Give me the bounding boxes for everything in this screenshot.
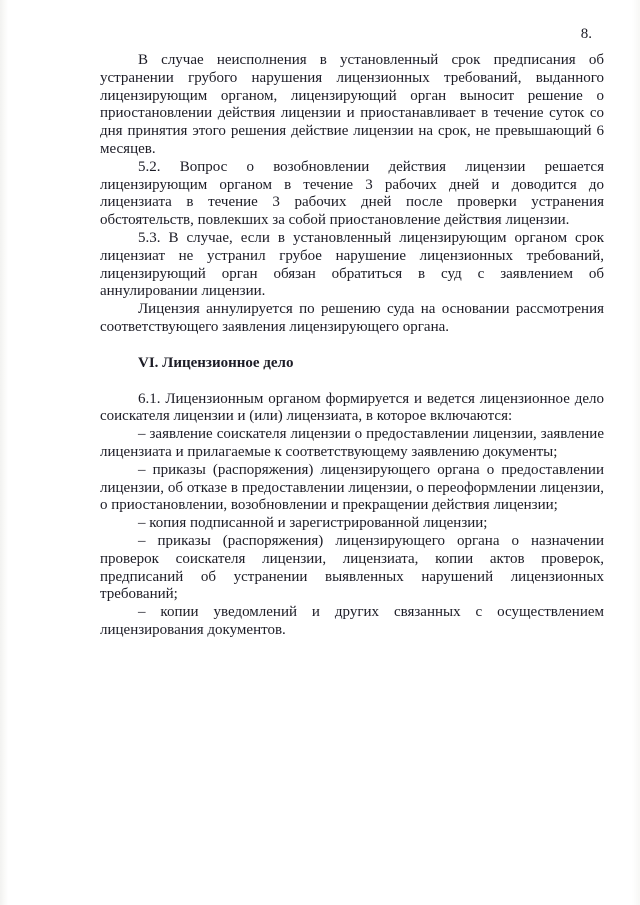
list-item-notifications: – копии уведомлений и других связанных с осуществлением лицензирования документов. — [100, 604, 604, 638]
list-item-license-copy: – копия подписанной и зарегистрированной лицензии; — [138, 515, 488, 532]
page-number: 8. — [580, 26, 592, 42]
list-item-application: – заявление соискателя лицензии о предоставлении лицензии, заявление лицензиата и прилагаемые к соответствующему заявлению документы; — [100, 426, 604, 460]
document-text-block — [100, 52, 604, 640]
paragraph-unnumbered-intro: В случае неисполнения в установленный срок предписания об устранении грубого нарушения лицензионных требований, выданного лицензирующим органом, лицензирующий орган выносит решение о приостановлении действия лицензии и приостанавливает в течение суток со дня принятия этого решения действие лицензии на срок, не превышающий 6 месяцев. — [100, 52, 604, 157]
list-item-orders-granting: – приказы (распоряжения) лицензирующего органа о предоставлении лицензии, об отказе в предоставлении лицензии, о переоформлении лицензии, о приостановлении, возобновлении и прекращении действия лицензии; — [100, 461, 604, 514]
section-heading-vi: VI. Лицензионное дело — [138, 354, 294, 371]
list-item-orders-inspections: – приказы (распоряжения) лицензирующего органа о назначении проверок соискателя лицензии, лицензиата, копии актов проверок, предписаний об устранении выявленных нарушений лицензионных требований; — [100, 532, 604, 603]
paragraph-5-2: 5.2. Вопрос о возобновлении действия лицензии решается лицензирующим органом в течение 3 рабочих дней и доводится до лицензиата в течение 3 рабочих дней после проверки устранения обстоятельств, повлекших за собой приостановление действия лицензии. — [100, 158, 604, 229]
paragraph-5-3: 5.3. В случае, если в установленный лицензирующим органом срок лицензиат не устранил грубое нарушение лицензионных требований, лицензирующий орган обязан обратиться в суд с заявлением об аннулировании лицензии. — [100, 229, 604, 300]
paragraph-6-1: 6.1. Лицензионным органом формируется и ведется лицензионное дело соискателя лицензии и (или) лицензиата, в которое включаются: — [100, 390, 604, 425]
paragraph-annulment: Лицензия аннулируется по решению суда на основании рассмотрения соответствующего заявления лицензирующего органа. — [100, 301, 604, 335]
